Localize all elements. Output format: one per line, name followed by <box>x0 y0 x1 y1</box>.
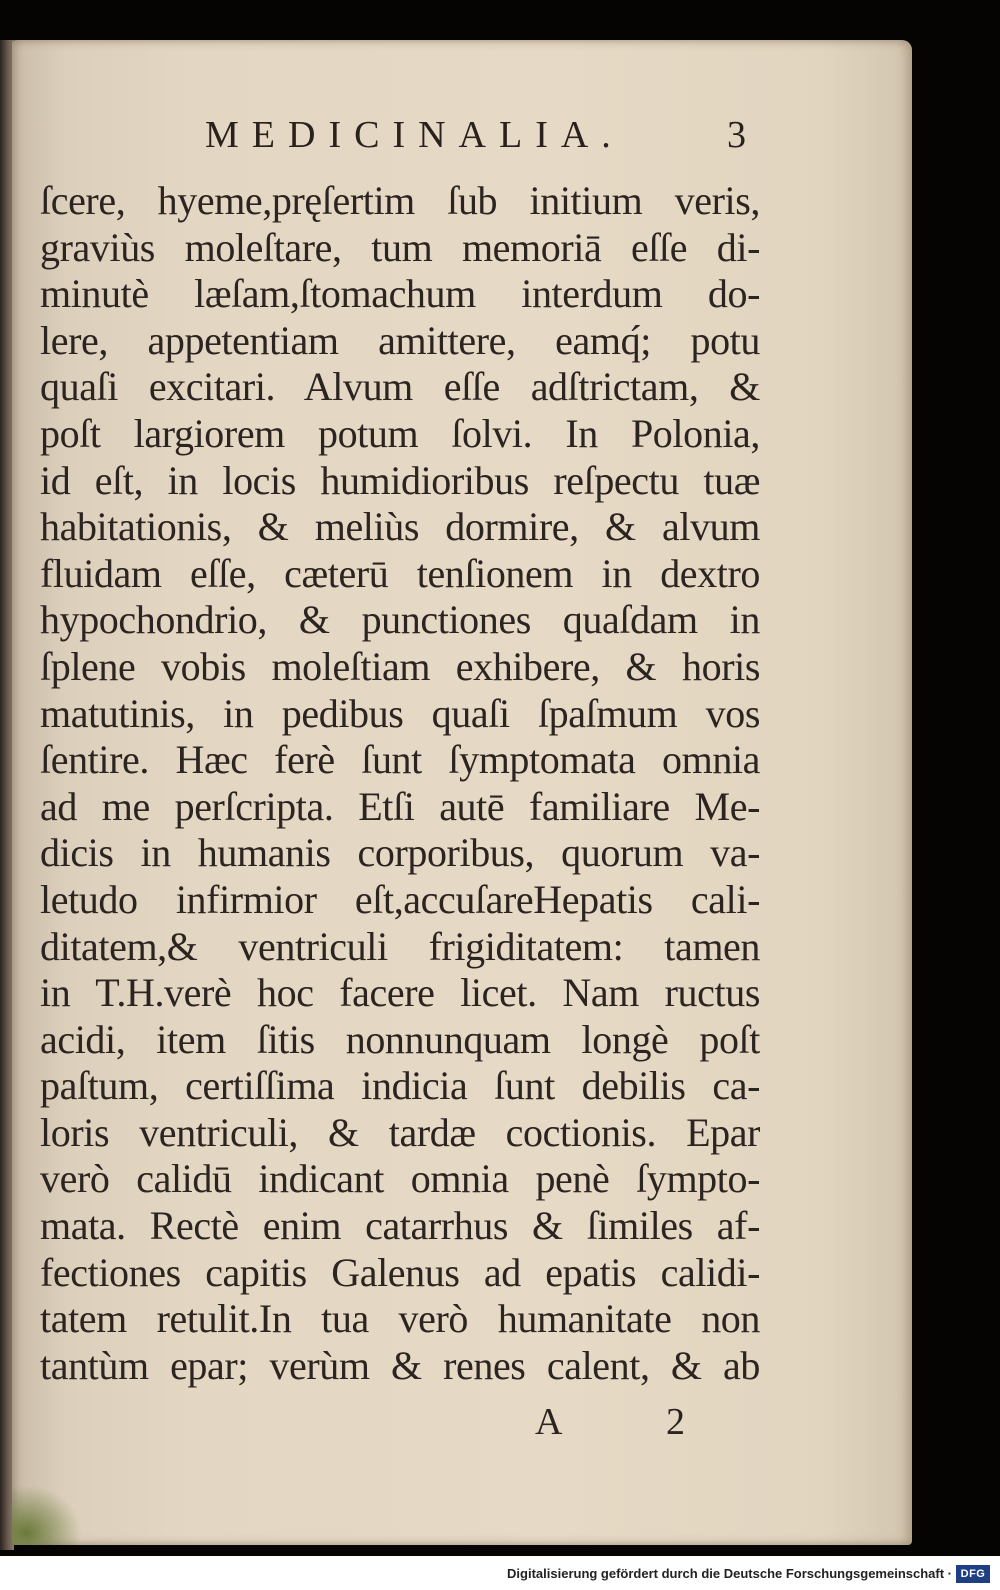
text-line: tatem retulit.In tua verò humanitate non <box>40 1296 760 1342</box>
text-line: ditatem,& ventriculi frigiditatem: tamen <box>40 923 760 969</box>
text-line: loris ventriculi, & tardæ coctionis. Epar <box>40 1109 760 1155</box>
page-stain <box>12 1485 82 1545</box>
text-line: fectiones capitis Galenus ad epatis calidi- <box>40 1249 760 1295</box>
signature-number: 2 <box>666 1401 685 1443</box>
text-line: id eſt, in locis humidioribus reſpectu tuæ <box>40 457 760 503</box>
running-head <box>0 113 1000 163</box>
text-line: minutè læſam,ſtomachum interdum do- <box>40 271 760 317</box>
text-line: quaſi excitari. Alvum eſſe adſtrictam, & <box>40 364 760 410</box>
text-line: matutinis, in pedibus quaſi ſpaſmum vos <box>40 690 760 736</box>
text-line: mata. Rectè enim catarrhus & ſimiles af- <box>40 1203 760 1249</box>
text-line: hypochondrio, & punctiones quaſdam in <box>40 597 760 643</box>
text-line: in T.H.verè hoc facere licet. Nam ructus <box>40 970 760 1016</box>
running-head-title: MEDICINALIA. <box>205 114 624 156</box>
dfg-logo: DFG <box>956 1565 990 1583</box>
body-text <box>40 178 760 1389</box>
page-number: 3 <box>727 114 746 156</box>
text-line: ſentire. Hæc ferè ſunt ſymptomata omnia <box>40 737 760 783</box>
text-line: ſcere, hyeme,pręſertim ſub initium veris, <box>40 178 760 223</box>
text-line: fluidam eſſe, cæterū tenſionem in dextro <box>40 550 760 596</box>
text-line: poſt largiorem potum ſolvi. In Polonia, <box>40 410 760 456</box>
signature-mark <box>535 1400 685 1444</box>
text-line: dicis in humanis corporibus, quorum va- <box>40 830 760 876</box>
footer-bar <box>0 1556 1000 1590</box>
signature-letter: A <box>535 1401 563 1443</box>
funding-credit: Digitalisierung gefördert durch die Deutsche Forschungsgemeinschaft · <box>507 1566 952 1581</box>
text-line: ſplene vobis moleſtiam exhibere, & horis <box>40 643 760 689</box>
text-line: habitationis, & meliùs dormire, & alvum <box>40 504 760 550</box>
text-line: letudo infirmior eſt,accuſareHepatis cali- <box>40 876 760 922</box>
text-line: acidi, item ſitis nonnunquam longè poſt <box>40 1016 760 1062</box>
text-line: tantùm epar; verùm & renes calent, & ab <box>40 1342 760 1388</box>
text-line: paſtum, certiſſima indicia ſunt debilis ca- <box>40 1063 760 1109</box>
text-line: verò calidū indicant omnia penè ſympto- <box>40 1156 760 1202</box>
text-line: ad me perſcripta. Etſi autē familiare Me- <box>40 783 760 829</box>
text-line: graviùs moleſtare, tum memoriā eſſe di- <box>40 224 760 270</box>
text-line: lere, appetentiam amittere, eamq́; potu <box>40 317 760 363</box>
